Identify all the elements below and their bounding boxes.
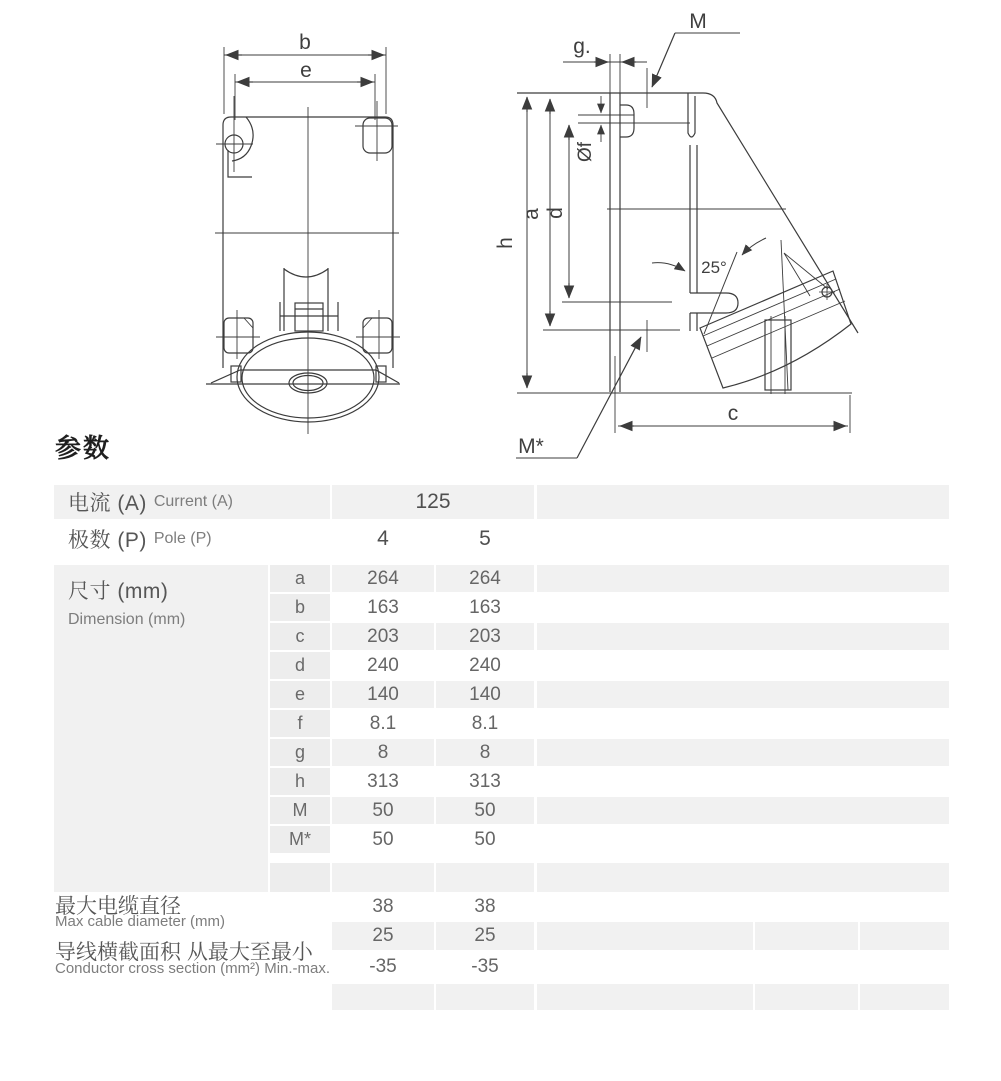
dim-value-5p: 264 <box>469 567 501 589</box>
current-value: 125 <box>415 490 451 513</box>
dim-empty-cell <box>436 863 534 892</box>
dim-value-cell <box>332 681 434 708</box>
conductor-max-4p-cell <box>332 953 434 980</box>
dim-key: h <box>294 771 305 791</box>
max-cable-label-en: Max cable diameter (mm) <box>55 913 226 930</box>
dim-value-4p: 8.1 <box>369 712 397 734</box>
dim-key-cell <box>270 565 330 592</box>
max-cable-5p-value: 38 <box>474 895 496 917</box>
dim-value-4p: 163 <box>367 596 399 618</box>
dim-value-5p: 8 <box>479 741 491 763</box>
side-angle-label: 25° <box>701 258 727 277</box>
dim-value-4p: 140 <box>367 683 399 705</box>
conductor-min-4p-value: 25 <box>372 925 394 946</box>
dim-key-cell <box>270 768 330 795</box>
conductor-max-4p-value: -35 <box>369 955 397 977</box>
dim-empty-cell <box>537 681 949 708</box>
side-dim-f-label: Øf <box>575 141 596 163</box>
dim-key: c <box>295 626 305 646</box>
front-dim-e-label: e <box>300 59 312 82</box>
dimension-label-en: Dimension (mm) <box>68 611 186 628</box>
dim-value-5p: 140 <box>469 683 501 705</box>
dim-key: f <box>297 713 303 733</box>
dim-value-4p: 50 <box>372 799 394 821</box>
side-dim-a-label: a <box>520 208 543 220</box>
current-value-cell <box>332 485 534 519</box>
max-cable-4p-value: 38 <box>372 895 394 917</box>
dim-value-4p: 240 <box>367 654 399 676</box>
dim-value-cell <box>436 768 534 795</box>
conductor-min-4p-cell <box>332 922 434 950</box>
dim-value-5p: 240 <box>469 654 501 676</box>
side-dim-h-label: h <box>494 237 517 249</box>
dim-value-cell <box>436 652 534 679</box>
current-label-en: Current (A) <box>153 493 233 510</box>
footer-empty-cell <box>436 984 534 1010</box>
dim-value-cell <box>436 710 534 737</box>
dim-value-5p: 50 <box>474 799 496 821</box>
dim-value-cell <box>436 739 534 766</box>
dim-key-cell <box>270 863 330 892</box>
dim-key: b <box>294 597 305 617</box>
dim-value-5p: 163 <box>469 596 501 618</box>
current-label-zh: 电流 (A) <box>68 492 147 515</box>
pole-5-cell <box>436 521 534 557</box>
dimension-label-zh: 尺寸 (mm) <box>68 580 169 603</box>
page-title: 参数 <box>55 433 112 463</box>
pole-5-value: 5 <box>479 527 491 550</box>
dim-key: M* <box>289 829 311 849</box>
pole-label-cell <box>54 521 330 557</box>
dim-value-cell <box>332 594 434 621</box>
dim-value-cell <box>436 565 534 592</box>
dim-value-cell <box>436 594 534 621</box>
pole-label-en: Pole (P) <box>153 530 212 547</box>
conductor-label-en: Conductor cross section (mm²) Min.-max. <box>55 960 331 977</box>
footer-empty-cell <box>537 984 753 1010</box>
dim-value-cell <box>332 652 434 679</box>
dim-value-4p: 313 <box>367 770 399 792</box>
dim-key-cell <box>270 710 330 737</box>
dim-key-cell <box>270 594 330 621</box>
pole-label-zh: 极数 (P) <box>68 529 147 552</box>
dim-value-4p: 203 <box>367 625 399 647</box>
max-cable-label-zh: 最大电缆直径 <box>55 895 181 918</box>
side-dim-Mstar-label: M* <box>518 435 544 458</box>
dim-value-4p: 264 <box>367 567 399 589</box>
max-cable-5p-cell <box>436 893 534 920</box>
dim-key-cell <box>270 826 330 853</box>
dim-empty-cell <box>537 623 949 650</box>
dim-key-cell <box>270 681 330 708</box>
front-dim-b-label: b <box>299 31 311 54</box>
front-view-drawing <box>206 31 400 434</box>
pole-4-value: 4 <box>377 527 389 550</box>
dim-key: M <box>292 800 308 820</box>
dim-empty-cell <box>537 797 949 824</box>
footer-empty-cell <box>860 984 949 1010</box>
dim-key-cell <box>270 797 330 824</box>
dimension-label-cell <box>54 565 268 892</box>
dim-value-4p: 8 <box>377 741 389 763</box>
dim-key-cell <box>270 623 330 650</box>
side-dim-d-label: d <box>544 207 567 219</box>
footer-empty-cell <box>332 984 434 1010</box>
technical-drawings <box>0 0 1001 470</box>
dim-value-cell <box>332 710 434 737</box>
dim-value-4p: 50 <box>372 828 394 850</box>
dim-value-cell <box>436 681 534 708</box>
dim-value-cell <box>332 797 434 824</box>
conductor-empty-cell <box>860 922 949 950</box>
dim-value-cell <box>436 797 534 824</box>
pole-4-cell <box>332 521 434 557</box>
footer-empty-cell <box>755 984 858 1010</box>
side-dim-M-label: M <box>689 10 707 33</box>
dim-empty-cell <box>332 863 434 892</box>
dim-key: g <box>294 742 305 762</box>
side-view-drawing <box>494 10 858 458</box>
dim-key-cell <box>270 652 330 679</box>
dim-value-cell <box>332 623 434 650</box>
current-empty-cell <box>537 485 949 519</box>
current-label-cell <box>54 485 330 519</box>
max-cable-4p-cell <box>332 893 434 920</box>
conductor-min-5p-value: 25 <box>474 925 496 946</box>
dim-value-5p: 203 <box>469 625 501 647</box>
dim-value-cell <box>332 768 434 795</box>
dim-value-5p: 50 <box>474 828 496 850</box>
dim-value-cell <box>332 826 434 853</box>
side-dim-g-label: g. <box>573 35 591 58</box>
conductor-label-zh: 导线横截面积 从最大至最小 <box>55 941 313 964</box>
dim-value-5p: 313 <box>469 770 501 792</box>
dim-value-cell <box>332 565 434 592</box>
dim-key: a <box>294 568 305 588</box>
dim-value-cell <box>332 739 434 766</box>
dim-key: d <box>294 655 305 675</box>
dim-empty-cell <box>537 565 949 592</box>
conductor-empty-cell <box>537 922 753 950</box>
conductor-max-5p-cell <box>436 953 534 980</box>
dim-value-5p: 8.1 <box>471 712 499 734</box>
conductor-empty-cell <box>755 922 858 950</box>
dim-empty-cell <box>537 739 949 766</box>
dim-value-cell <box>436 826 534 853</box>
dim-key-cell <box>270 739 330 766</box>
dim-empty-cell <box>537 863 949 892</box>
dim-key: e <box>294 684 305 704</box>
conductor-max-5p-value: -35 <box>471 955 499 977</box>
dim-value-cell <box>436 623 534 650</box>
conductor-min-5p-cell <box>436 922 534 950</box>
side-dim-c-label: c <box>727 402 739 425</box>
